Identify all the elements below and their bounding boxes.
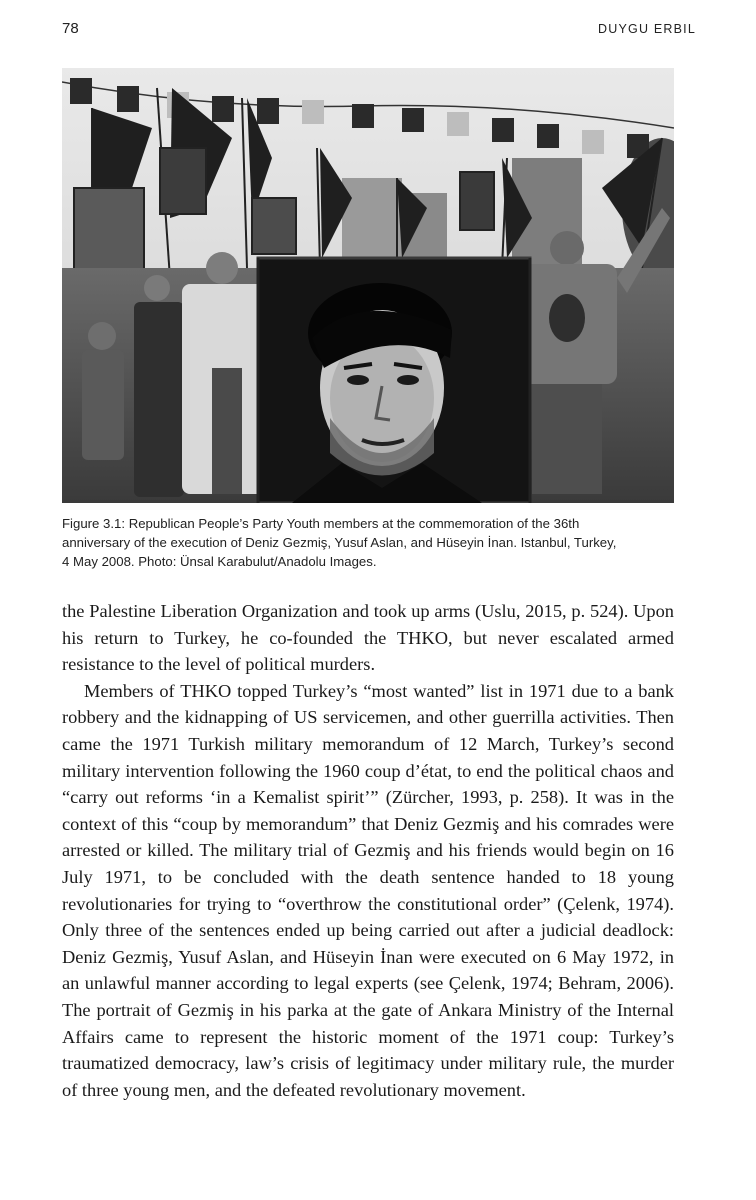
page-number: 78 [62,20,79,37]
caption-line: 4 May 2008. Photo: Ünsal Karabulut/Anadolu Images. [62,554,377,569]
caption-line: Figure 3.1: Republican People’s Party Youth members at the commemoration of the 36th [62,516,580,531]
caption-line: anniversary of the execution of Deniz Gezmiş, Yusuf Aslan, and Hüseyin İnan. Istanbul, Turkey, [62,535,617,550]
paragraph: the Palestine Liberation Organization and took up arms (Uslu, 2015, p. 524). Upon his return to Turkey, he co-founded the THKO, but never escalated armed resistance to the level of political murders. [62,601,674,675]
running-head-author: DUYGU ERBIL [598,22,696,36]
body-text [62,598,674,1103]
running-head [62,20,696,40]
paragraph: Members of THKO topped Turkey’s “most wanted” list in 1971 due to a bank robbery and the kidnapping of US servicemen, and other guerrilla activities. Then came the 1971 Turkish military memorandum of 12 March, Turkey’s second military intervention following the 1960 coup d’état, to end the political chaos and “carry out reforms ‘in a Kemalist spirit’” (Zürcher, 1993, p. 258). It was in the context of this “coup by memorandum” that Deniz Gezmiş and his comrades were arrested or killed. The military trial of Gezmiş and his friends would begin on 16 July 1971, to be concluded with the death sentence handed to 18 young revolutionaries for trying to “overthrow the constitutional order” (Çelenk, 1974). Only three of the sentences ended up being carried out after a judicial deadlock: Deniz Gezmiş, Yusuf Aslan, and Hüseyin İnan were executed on 6 May 1972, in an unlawful manner according to legal experts (see Çelenk, 1974; Behram, 2006). The portrait of Gezmiş in his parka at the gate of Ankara Ministry of the Internal Affairs came to represent the historic moment of the 1971 coup: Turkey’s traumatized democracy, law’s crisis of legitimacy under military rule, the murder of three young men, and the defeated revolutionary movement. [62,680,674,1100]
figure-photo [62,68,674,503]
figure-caption [62,514,662,571]
